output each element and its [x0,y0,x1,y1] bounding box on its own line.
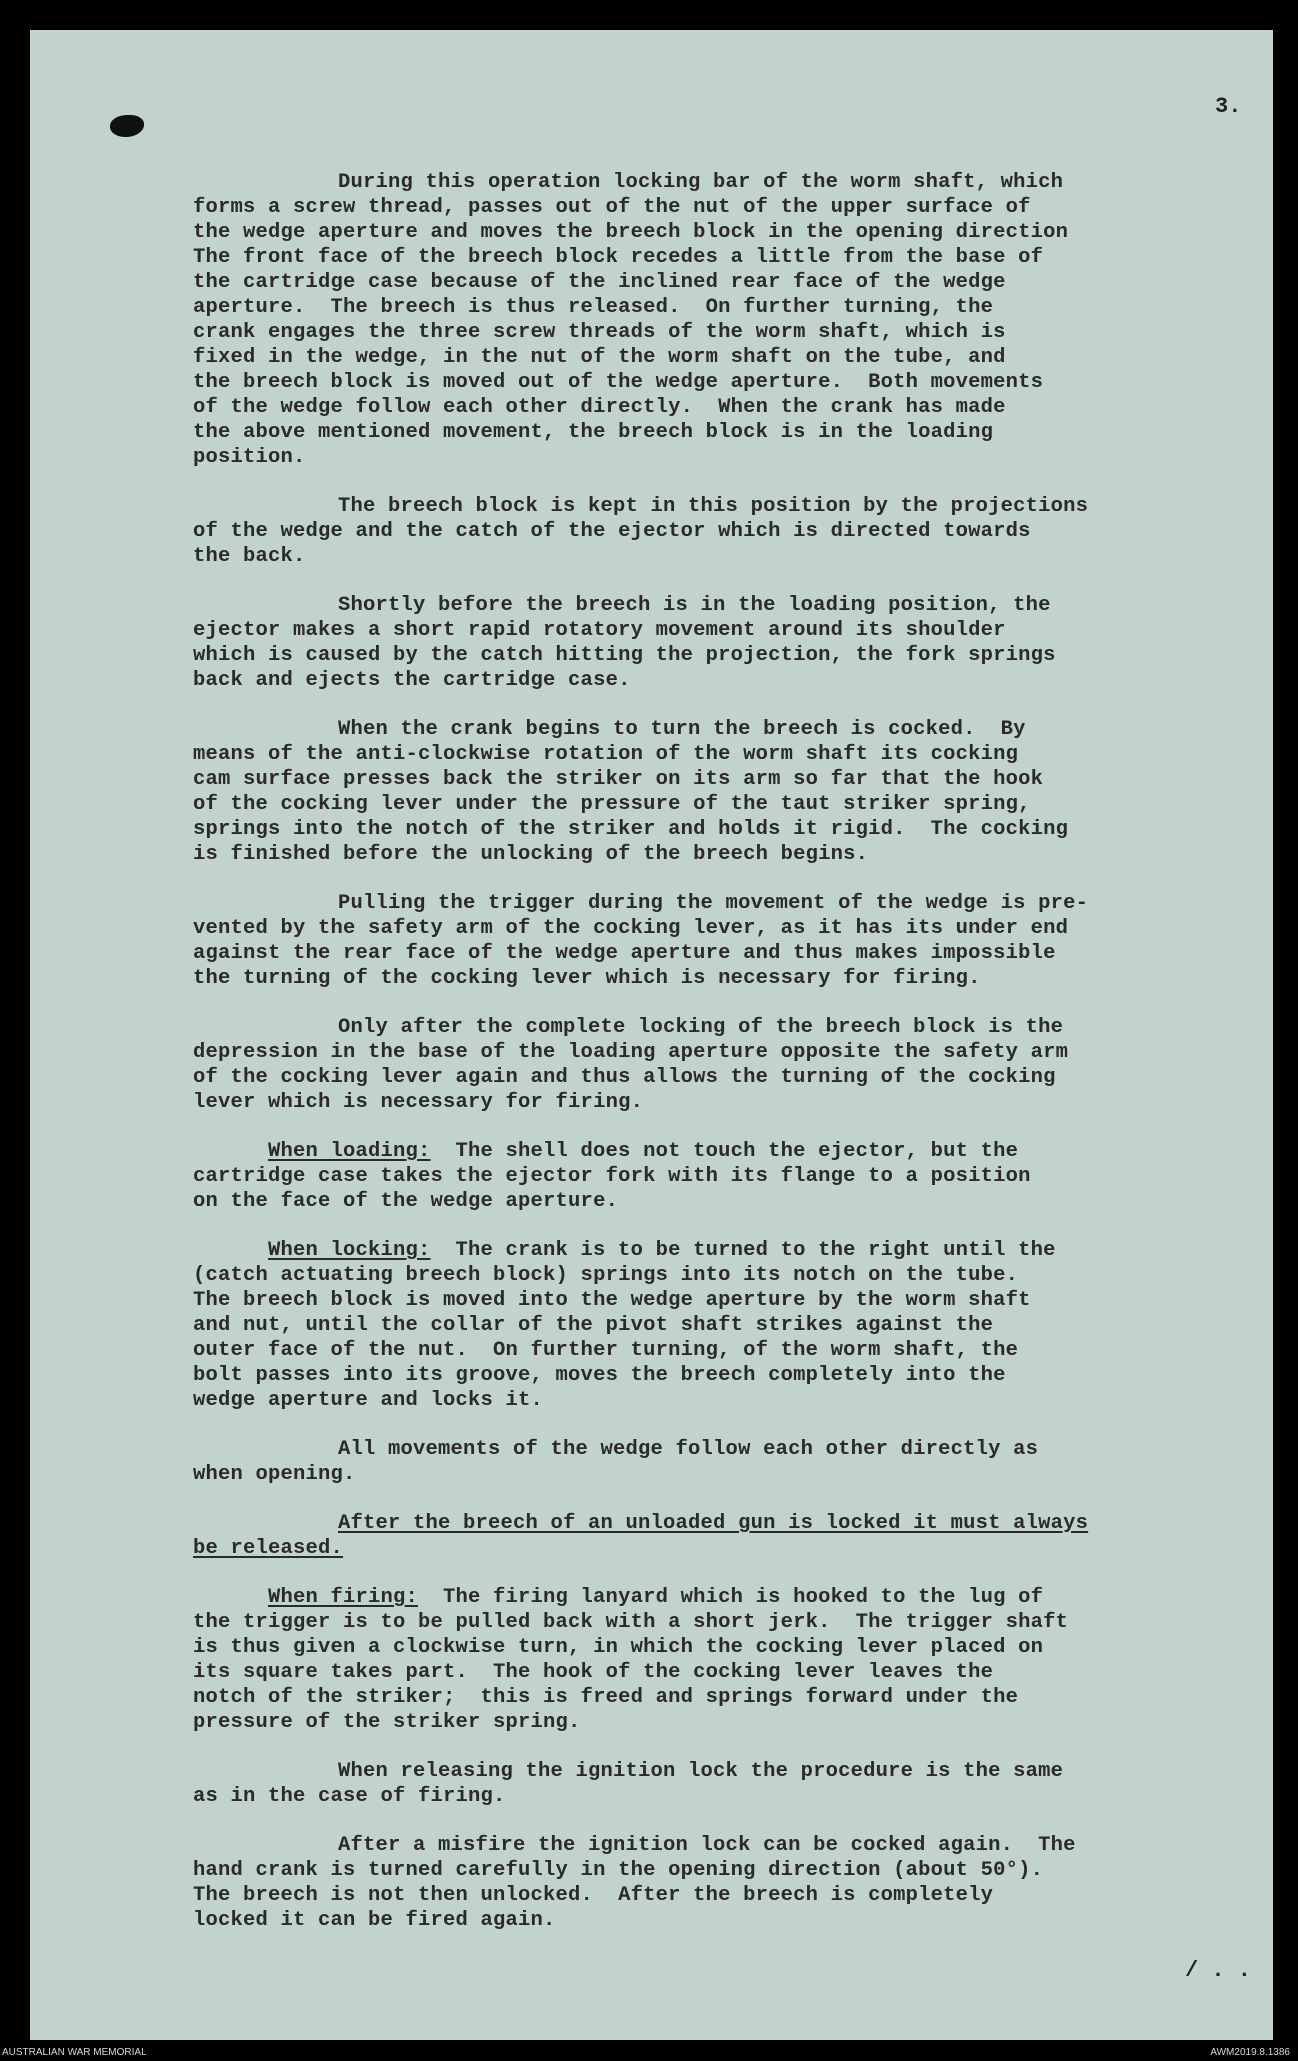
text-line: is thus given a clockwise turn, in which the cocking lever placed on [193,1636,1044,1659]
text-line: The breech block is kept in this position by the projections [338,495,1089,518]
archive-footer [0,2044,1298,2061]
text-line [193,1585,1263,1610]
text-line: cam surface presses back the striker on its arm so far that the hook [193,768,1044,791]
text-line: hand crank is turned carefully in the opening direction (about 50°). [193,1859,1044,1882]
text-line: wedge aperture and locks it. [193,1389,544,1412]
paragraph-ejector [193,593,1263,693]
paragraph-all-movements [193,1437,1263,1487]
text-line: on the face of the wedge aperture. [193,1190,619,1213]
text-line [193,1139,1263,1164]
text-line: Only after the complete locking of the breech block is the [338,1016,1064,1039]
paragraph-trigger [193,891,1263,991]
text-line: After a misfire the ignition lock can be cocked again. The [338,1834,1076,1857]
text-line: After the breech of an unloaded gun is locked it must always [338,1512,1089,1535]
text-line: notch of the striker; this is freed and springs forward under the [193,1686,1019,1709]
text-line: The breech block is moved into the wedge aperture by the worm shaft [193,1289,1031,1312]
text-line: During this operation locking bar of the worm shaft, which [338,171,1064,194]
text-line: crank engages the three screw threads of the worm shaft, which is [193,321,1006,344]
text-line: and nut, until the collar of the pivot shaft strikes against the [193,1314,994,1337]
text-line: of the wedge and the catch of the ejector which is directed towards [193,520,1031,543]
text-line: the breech block is moved out of the wedge aperture. Both movements [193,371,1044,394]
text-line: bolt passes into its groove, moves the breech completely into the [193,1364,1006,1387]
text-line: of the cocking lever again and thus allows the turning of the cocking [193,1066,1056,1089]
text-line: the cartridge case because of the inclined rear face of the wedge [193,271,1006,294]
paragraph-loading [193,1139,1263,1214]
paragraph-misfire [193,1833,1263,1933]
text-line: outer face of the nut. On further turning, of the worm shaft, the [193,1339,1019,1362]
text-line: the wedge aperture and moves the breech block in the opening direction [193,221,1069,244]
text-line: of the wedge follow each other directly. When the crank has made [193,396,1006,419]
text-line: Shortly before the breech is in the loading position, the [338,594,1051,617]
text-line: the above mentioned movement, the breech block is in the loading [193,421,994,444]
text-line: The front face of the breech block recedes a little from the base of [193,246,1044,269]
text-line: which is caused by the catch hitting the projection, the fork springs [193,644,1056,667]
page-number: 3. [1215,94,1242,119]
text-line: the turning of the cocking lever which is necessary for firing. [193,967,981,990]
text-line: When releasing the ignition lock the procedure is the same [338,1760,1064,1783]
text-fragment: The firing lanyard which is hooked to the lug of [418,1586,1044,1609]
text-fragment: The crank is to be turned to the right until the [430,1239,1056,1262]
text-line: lever which is necessary for firing. [193,1091,644,1114]
paragraph-operation [193,170,1263,470]
text-line: The breech is not then unlocked. After the breech is completely [193,1884,994,1907]
document-page [30,30,1273,2040]
paragraph-locking [193,1238,1263,1413]
text-line: fixed in the wedge, in the nut of the worm shaft on the tube, and [193,346,1006,369]
text-line: position. [193,446,306,469]
heading-when-firing: When firing: [268,1586,419,1609]
archive-name: AUSTRALIAN WAR MEMORIAL [2,2047,147,2058]
text-line: when opening. [193,1463,356,1486]
text-line [193,1536,1263,1561]
paragraph-position [193,494,1263,569]
archive-id: AWM2019.8.1386 [1210,2047,1290,2058]
text-line: cartridge case takes the ejector fork with its flange to a position [193,1165,1031,1188]
text-line: the trigger is to be pulled back with a short jerk. The trigger shaft [193,1611,1069,1634]
text-line: against the rear face of the wedge aperture and thus makes impossible [193,942,1056,965]
text-line [193,1238,1263,1263]
paragraph-releasing [193,1759,1263,1809]
underlined-text: be released. [193,1537,344,1560]
paragraph-locking-complete [193,1015,1263,1115]
text-line: (catch actuating breech block) springs into its notch on the tube. [193,1264,1019,1287]
paragraph-cocking [193,717,1263,867]
text-line: springs into the notch of the striker and holds it rigid. The cocking [193,818,1069,841]
text-line: When the crank begins to turn the breech is cocked. By [338,718,1026,741]
text-line: means of the anti-clockwise rotation of the worm shaft its cocking [193,743,1019,766]
text-line: its square takes part. The hook of the cocking lever leaves the [193,1661,994,1684]
body-text [193,170,1263,1957]
text-line: All movements of the wedge follow each other directly as [338,1438,1039,1461]
text-line: vented by the safety arm of the cocking lever, as it has its under end [193,917,1069,940]
text-line: depression in the base of the loading aperture opposite the safety arm [193,1041,1069,1064]
text-line: ejector makes a short rapid rotatory movement around its shoulder [193,619,1006,642]
continuation-mark: / . . [1185,1958,1252,1983]
text-line: the back. [193,545,306,568]
paragraph-firing [193,1585,1263,1735]
text-line: is finished before the unlocking of the breech begins. [193,843,869,866]
paragraph-released-note [193,1511,1263,1561]
heading-when-locking: When locking: [268,1239,431,1262]
text-line: aperture. The breech is thus released. On further turning, the [193,296,994,319]
punch-hole [110,115,144,137]
text-line: pressure of the striker spring. [193,1711,581,1734]
text-line: Pulling the trigger during the movement of the wedge is pre- [338,892,1089,915]
text-fragment: The shell does not touch the ejector, but the [430,1140,1019,1163]
text-line: of the cocking lever under the pressure of the taut striker spring, [193,793,1031,816]
heading-when-loading: When loading: [268,1140,431,1163]
text-line: as in the case of firing. [193,1785,506,1808]
text-line: back and ejects the cartridge case. [193,669,631,692]
text-line: forms a screw thread, passes out of the nut of the upper surface of [193,196,1031,219]
text-line: locked it can be fired again. [193,1909,556,1932]
